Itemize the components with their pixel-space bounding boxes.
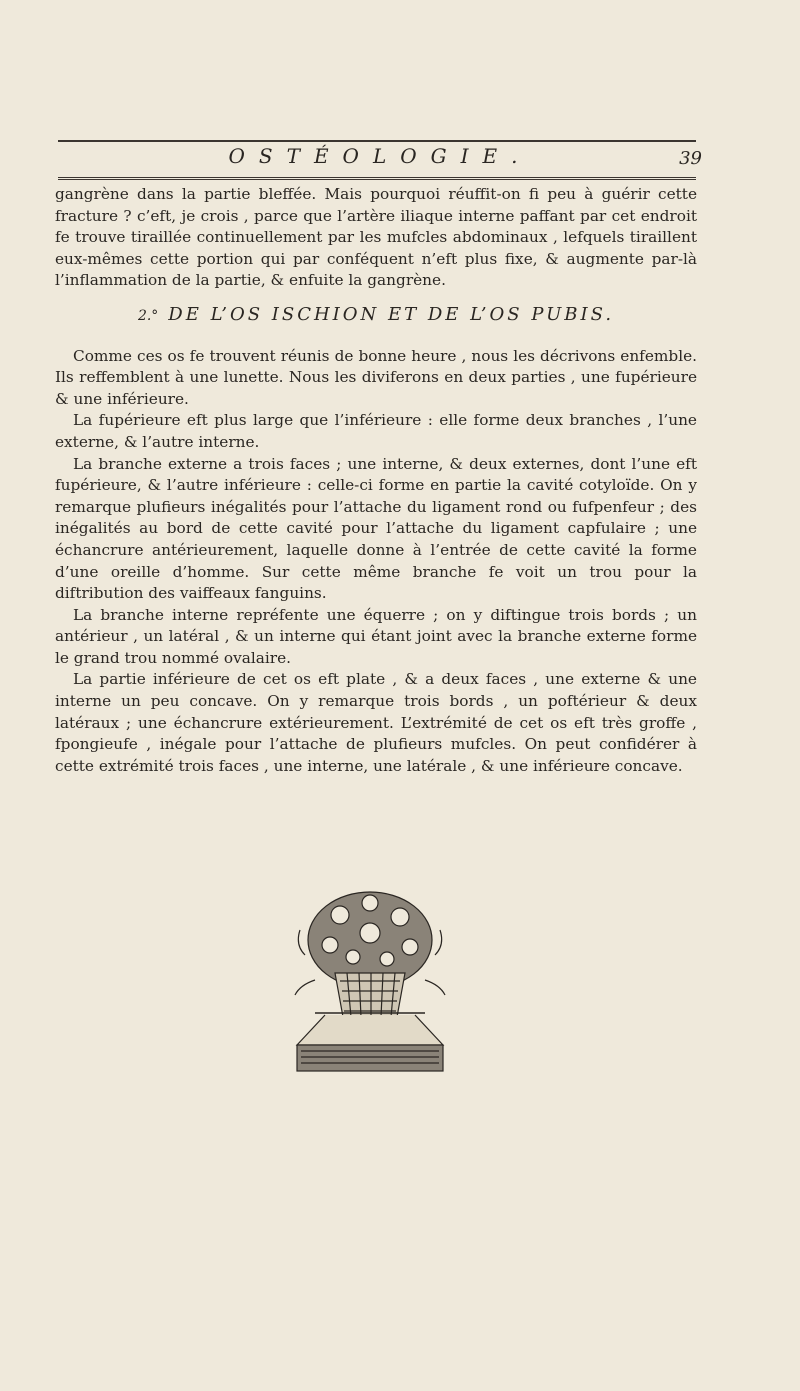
paragraph: La fupérieure eft plus large que l’inférieure : elle forme deux branches , l’une externe, & l’autre interne. bbox=[55, 411, 697, 451]
running-title: OSTÉOLOGIE. bbox=[228, 144, 532, 168]
paragraph: La partie inférieure de cet os eft plate , & a deux faces , une externe & une interne un peu concave. On y remarque trois bords , un poftérieur & deux latéraux ; une échancrure extérieurement. L’extrémité de cet os eft très groffe , fpongieufe , inégale pour l’attache de plufieurs mufcles. On peut confidérer à cette extrémité trois faces , une interne, une latérale , & une inférieure concave. bbox=[55, 670, 697, 775]
flower-basket-vignette-icon bbox=[285, 885, 455, 1075]
header-rule-top bbox=[58, 140, 696, 142]
paragraph: La branche interne repréfente une équerre ; on y diftingue trois bords ; un antérieur , un latéral , & un interne qui étant joint avec la branche externe forme le grand trou nommé ovalaire. bbox=[55, 605, 697, 667]
paragraph: Comme ces os fe trouvent réunis de bonne heure , nous les décrivons enfemble. Ils reffemblent à une lunette. Nous les diviferons en deux parties , une fupérieure & une inférieure. bbox=[55, 346, 697, 408]
header-rule-bottom bbox=[58, 177, 696, 180]
section-heading: DE L’OS ISCHION ET DE L’OS PUBIS. bbox=[168, 303, 615, 325]
body-text bbox=[55, 184, 697, 777]
paragraph: La branche externe a trois faces ; une interne, & deux externes, dont l’une eft fupérieure, & l’autre inférieure : celle-ci forme en partie la cavité cotyloïde. On y remarque plufieurs inégalités pour l’attache du ligament rond ou fufpenfeur ; des inégalités au bord de cette cavité pour l’attache du ligament capfulaire ; une échancrure antérieurement, laquelle donne à l’entrée de cette cavité la forme d’une oreille d’homme. Sur cette même branche fe voit un trou pour la diftribution des vaiffeaux fanguins. bbox=[55, 454, 697, 603]
page-number: 39 bbox=[679, 148, 702, 169]
intro-paragraph: gangrène dans la partie bleffée. Mais pourquoi réuffit-on fi peu à guérir cette fracture ? c’eft, je crois , parce que l’artère iliaque interne paffant par cet endroit fe trouve tiraillée continuellement par les mufcles abdominaux , lefquels tiraillent eux-mêmes cette portion qui par conféquent n’eft plus fixe, & augmente par-là l’inflammation de la partie, & enfuite la gangrène. bbox=[55, 185, 697, 290]
section-title bbox=[55, 304, 697, 328]
section-number: 2.° bbox=[137, 307, 159, 324]
